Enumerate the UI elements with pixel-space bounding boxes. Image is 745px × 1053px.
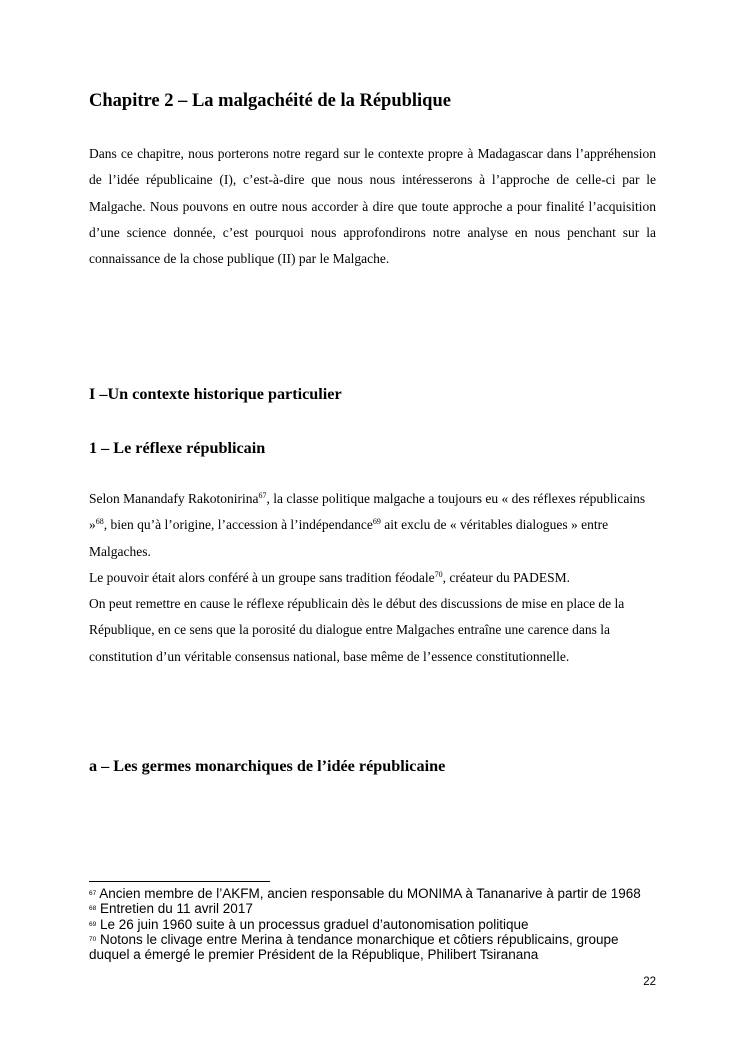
body-text <box>89 486 656 670</box>
footnote-68 <box>89 901 659 916</box>
body-paragraph-2 <box>89 565 656 591</box>
footnote-70 <box>89 932 659 963</box>
body-text-run: , la classe politique malgache a toujours eu « des réflexes républicains » <box>89 491 646 533</box>
chapter-title: Chapitre 2 – La malgachéité de la République <box>89 91 451 111</box>
footnote-ref-69[interactable]: 69 <box>372 517 381 527</box>
footnote-text: Le 26 juin 1960 suite à un processus graduel d’autonomisation politique <box>96 916 529 932</box>
footnotes <box>89 886 659 962</box>
body-text-run: ait exclu de « véritables dialogues » entre Malgaches. <box>89 517 609 559</box>
footnote-text: Notons le clivage entre Merina à tendance monarchique et côtiers républicains, groupe duquel a émergé le premier Président de la République, Philibert Tsiranana <box>89 931 619 963</box>
footnote-number: 70 <box>89 935 97 943</box>
footnote-67 <box>89 886 659 901</box>
footnote-ref-70[interactable]: 70 <box>434 569 443 579</box>
intro-paragraph: Dans ce chapitre, nous porterons notre regard sur le contexte propre à Madagascar dans l’appréhension de l’idée républicaine (I), c’est-à-dire que nous nous intéresserons à l’approche de celle-ci par le Malgache. Nous pouvons en outre nous accorder à dire que toute approche a pour finalité l’acquisition d’une science donnée, c’est pourquoi nous approfondirons notre analyse en nous penchant sur la connaissance de la chose publique (II) par le Malgache. <box>89 146 656 267</box>
subsection-title: 1 – Le réflexe républicain <box>89 439 266 457</box>
footnote-text: Entretien du 11 avril 2017 <box>96 901 253 917</box>
footnote-number: 68 <box>89 905 97 913</box>
footnote-69 <box>89 917 659 932</box>
body-paragraph-1 <box>89 486 656 565</box>
footnote-number: 67 <box>89 890 97 897</box>
body-text-run: Selon Manandafy Rakotonirina <box>89 491 259 506</box>
footnote-number: 69 <box>89 920 97 928</box>
footnote-ref-67[interactable]: 67 <box>258 491 267 500</box>
footnote-separator <box>89 881 270 882</box>
subsection-a-title: a – Les germes monarchiques de l’idée républicaine <box>89 757 446 775</box>
body-text-run: Le pouvoir était alors conféré à un groupe sans tradition féodale <box>89 569 435 585</box>
footnote-ref-68[interactable]: 68 <box>95 517 104 527</box>
page-number: 22 <box>643 976 656 988</box>
body-text-run: , bien qu’à l’origine, l’accession à l’indépendance <box>103 517 373 533</box>
footnote-text: Ancien membre de l’AKFM, ancien responsable du MONIMA à Tananarive à partir de 1968 <box>96 886 641 901</box>
body-paragraph-3: On peut remettre en cause le réflexe républicain dès le début des discussions de mise en place de la République, en ce sens que la porosité du dialogue entre Malgaches entraîne une carence dans la constitution d’un véritable consensus national, base même de l’essence constitutionnelle. <box>89 596 625 664</box>
section-title: I –Un contexte historique particulier <box>89 385 342 403</box>
body-text-run: , créateur du PADESM. <box>442 569 570 585</box>
